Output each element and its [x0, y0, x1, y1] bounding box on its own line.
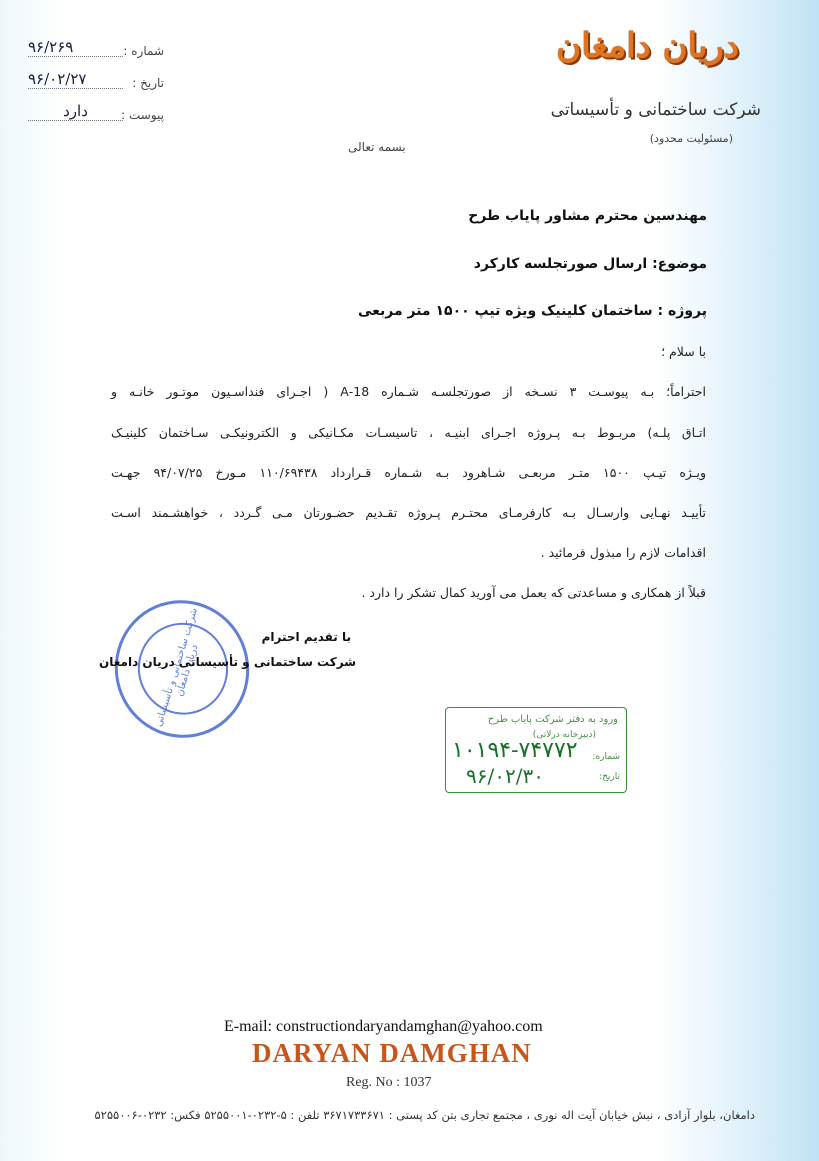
received-stamp-title: ورود به دفتر شرکت پایاب طرح — [487, 714, 618, 725]
footer-brand: DARYAN DAMGHAN — [252, 1038, 532, 1068]
body-line: اقدامات لازم را مبذول فرمائید . — [540, 545, 706, 560]
project: پروژه : ساختمان کلینیک ویژه تیپ ۱۵۰۰ متر مربعی — [357, 303, 707, 319]
number-field — [24, 38, 164, 62]
signature-company: شرکت ساختمانی و تأسیساتی دریان دامغان — [99, 655, 356, 669]
closing: قبلاً از همکاری و مساعدتی که بعمل می آورید کمال تشکر را دارد . — [361, 585, 706, 600]
received-date-value: ۹۶/۰۲/۳۰ — [466, 764, 544, 788]
footer-email: E-mail: constructiondaryandamghan@yahoo.com — [224, 1018, 543, 1035]
company-subtitle: (مسئولیت محدود) — [649, 132, 733, 145]
body-line: ویـژه تیـپ ۱۵۰۰ متـر مربعـی شـاهرود بـه شـماره قـرارداد ۱۱۰/۶۹۴۳۸ مـورخ ۹۴/۰۷/۲۵ جهـت — [111, 465, 707, 480]
company-logo: دریان دامغان — [556, 26, 739, 66]
company-name: شرکت ساختمانی و تأسیساتی — [550, 100, 761, 120]
attachment-label: پیوست : — [121, 108, 164, 122]
date-value: ۹۶/۰۲/۲۷ — [28, 70, 123, 89]
received-stamp-subtitle: (دبیرخانه درلاتی) — [532, 730, 596, 740]
number-label: شماره : — [123, 44, 164, 58]
body-line: اتـاق پلـه) مربـوط بـه پـروژه اجـرای ابنیـه ، تاسیسـات مکـانیکی و الکترونیکـی سـاختمان کلینیـک — [111, 425, 706, 440]
stamp-text: شرکت ساختمانی و تأسیساتی دریان دامغان — [153, 606, 201, 729]
date-field — [24, 70, 164, 94]
received-number-label: شماره: — [592, 752, 620, 762]
received-stamp — [445, 707, 627, 793]
bismillah: بسمه تعالی — [348, 140, 406, 154]
company-stamp — [97, 583, 267, 756]
greeting: با سلام ؛ — [661, 344, 706, 359]
received-number-value: ۱۰۱۹۴-۷۴۷۷۲ — [452, 738, 578, 763]
body-line: احتراماً؛ بـه پیوسـت ۳ نسـخه از صورتجلسـه شـماره 18-A ( اجـرای فنداسـیون موتـور خانـه و — [111, 384, 706, 399]
attachment-value: دارد — [28, 102, 123, 121]
received-date-label: تاریخ: — [599, 772, 620, 782]
recipient: مهندسین محترم مشاور پایاب طرح — [468, 208, 707, 224]
date-label: تاریخ : — [132, 76, 164, 90]
body-line: تأییـد نهـایی وارسـال بـه کارفرمـای محتـرم پـروژه تقـدیم حضـورتان مـی گـردد ، خواهشـمند اسـت — [111, 505, 706, 520]
number-value: ۹۶/۲۶۹ — [28, 38, 123, 57]
signature-regards: با تقدیم احترام — [261, 630, 351, 644]
footer-address: دامغان، بلوار آزادی ، نبش خیابان آیت اله نوری ، مجتمع تجاری بتن کد پستی : ۳۶۷۱۷۳۳۶۷۱ تلفن : ۵-۰۲۳۲-۵۲۵۵۰۰۱ فکس: ۰۲۳۲-۵۲۵۵۰۰۶ — [94, 1108, 755, 1122]
subject: موضوع: ارسال صورتجلسه کارکرد — [473, 256, 707, 272]
footer-reg-number: Reg. No : 1037 — [346, 1075, 432, 1090]
attachment-field — [24, 102, 164, 126]
